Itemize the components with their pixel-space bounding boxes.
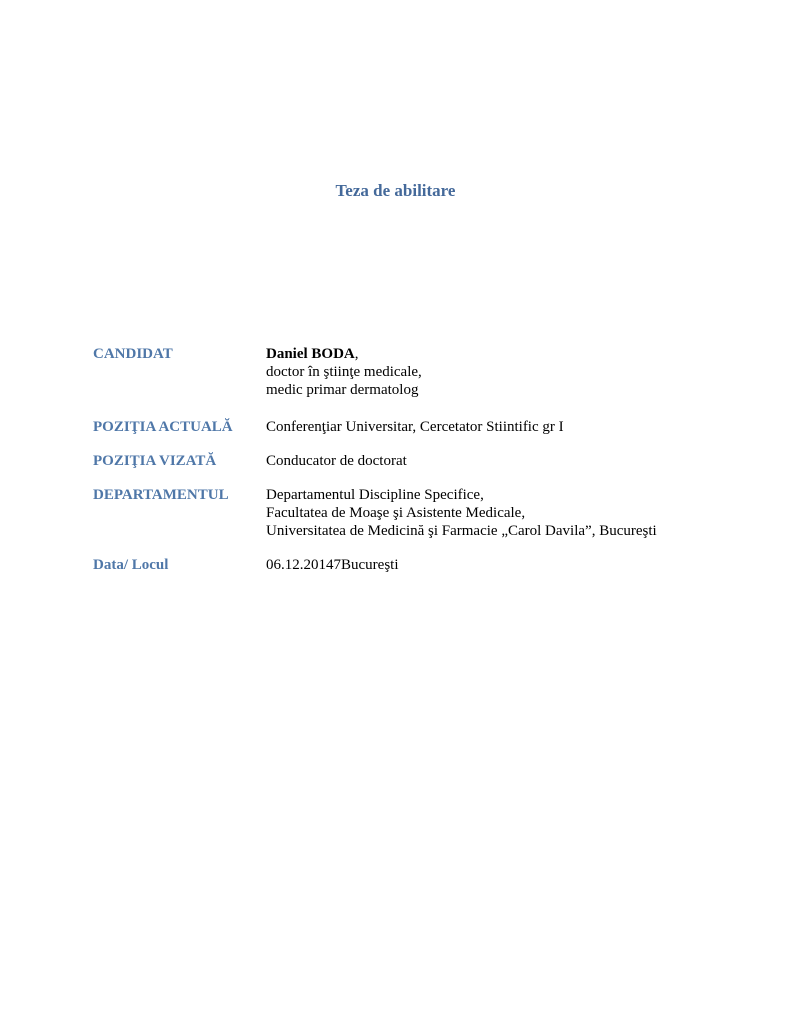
row-data-locul <box>93 556 713 574</box>
target-position: Conducator de doctorat <box>266 453 407 469</box>
faculty-name: Facultatea de Moaşe şi Asistente Medicale, <box>266 505 526 521</box>
candidate-degree: doctor în ştiinţe medicale, <box>266 364 422 380</box>
row-pozitia-vizata <box>93 452 713 470</box>
candidate-name-suffix: , <box>354 346 359 362</box>
row-label: POZIŢIA ACTUALĂ <box>93 419 233 435</box>
date-place: 06.12.20147Bucureşti <box>266 557 399 573</box>
candidate-name: Daniel BODA <box>266 346 355 362</box>
candidate-name-line <box>266 345 713 363</box>
row-values <box>266 345 713 399</box>
candidate-specialty: medic primar dermatolog <box>266 382 419 398</box>
row-values <box>266 418 713 436</box>
row-label: CANDIDAT <box>93 346 173 362</box>
candidate-info-table <box>93 345 713 574</box>
row-label: DEPARTAMENTUL <box>93 487 229 503</box>
department-name: Departamentul Discipline Specifice, <box>266 487 484 503</box>
row-candidat <box>93 345 713 399</box>
row-values <box>266 556 713 574</box>
row-pozitia-actuala <box>93 418 713 436</box>
row-label: Data/ Locul <box>93 557 169 573</box>
row-values <box>266 452 713 470</box>
row-values <box>266 486 713 540</box>
row-label: POZIŢIA VIZATĂ <box>93 453 217 469</box>
row-departamentul <box>93 486 713 540</box>
current-position: Conferenţiar Universitar, Cercetator Stiintific gr I <box>266 419 564 435</box>
document-title: Teza de abilitare <box>335 181 456 200</box>
university-name: Universitatea de Medicină şi Farmacie „Carol Davila”, Bucureşti <box>266 523 657 539</box>
